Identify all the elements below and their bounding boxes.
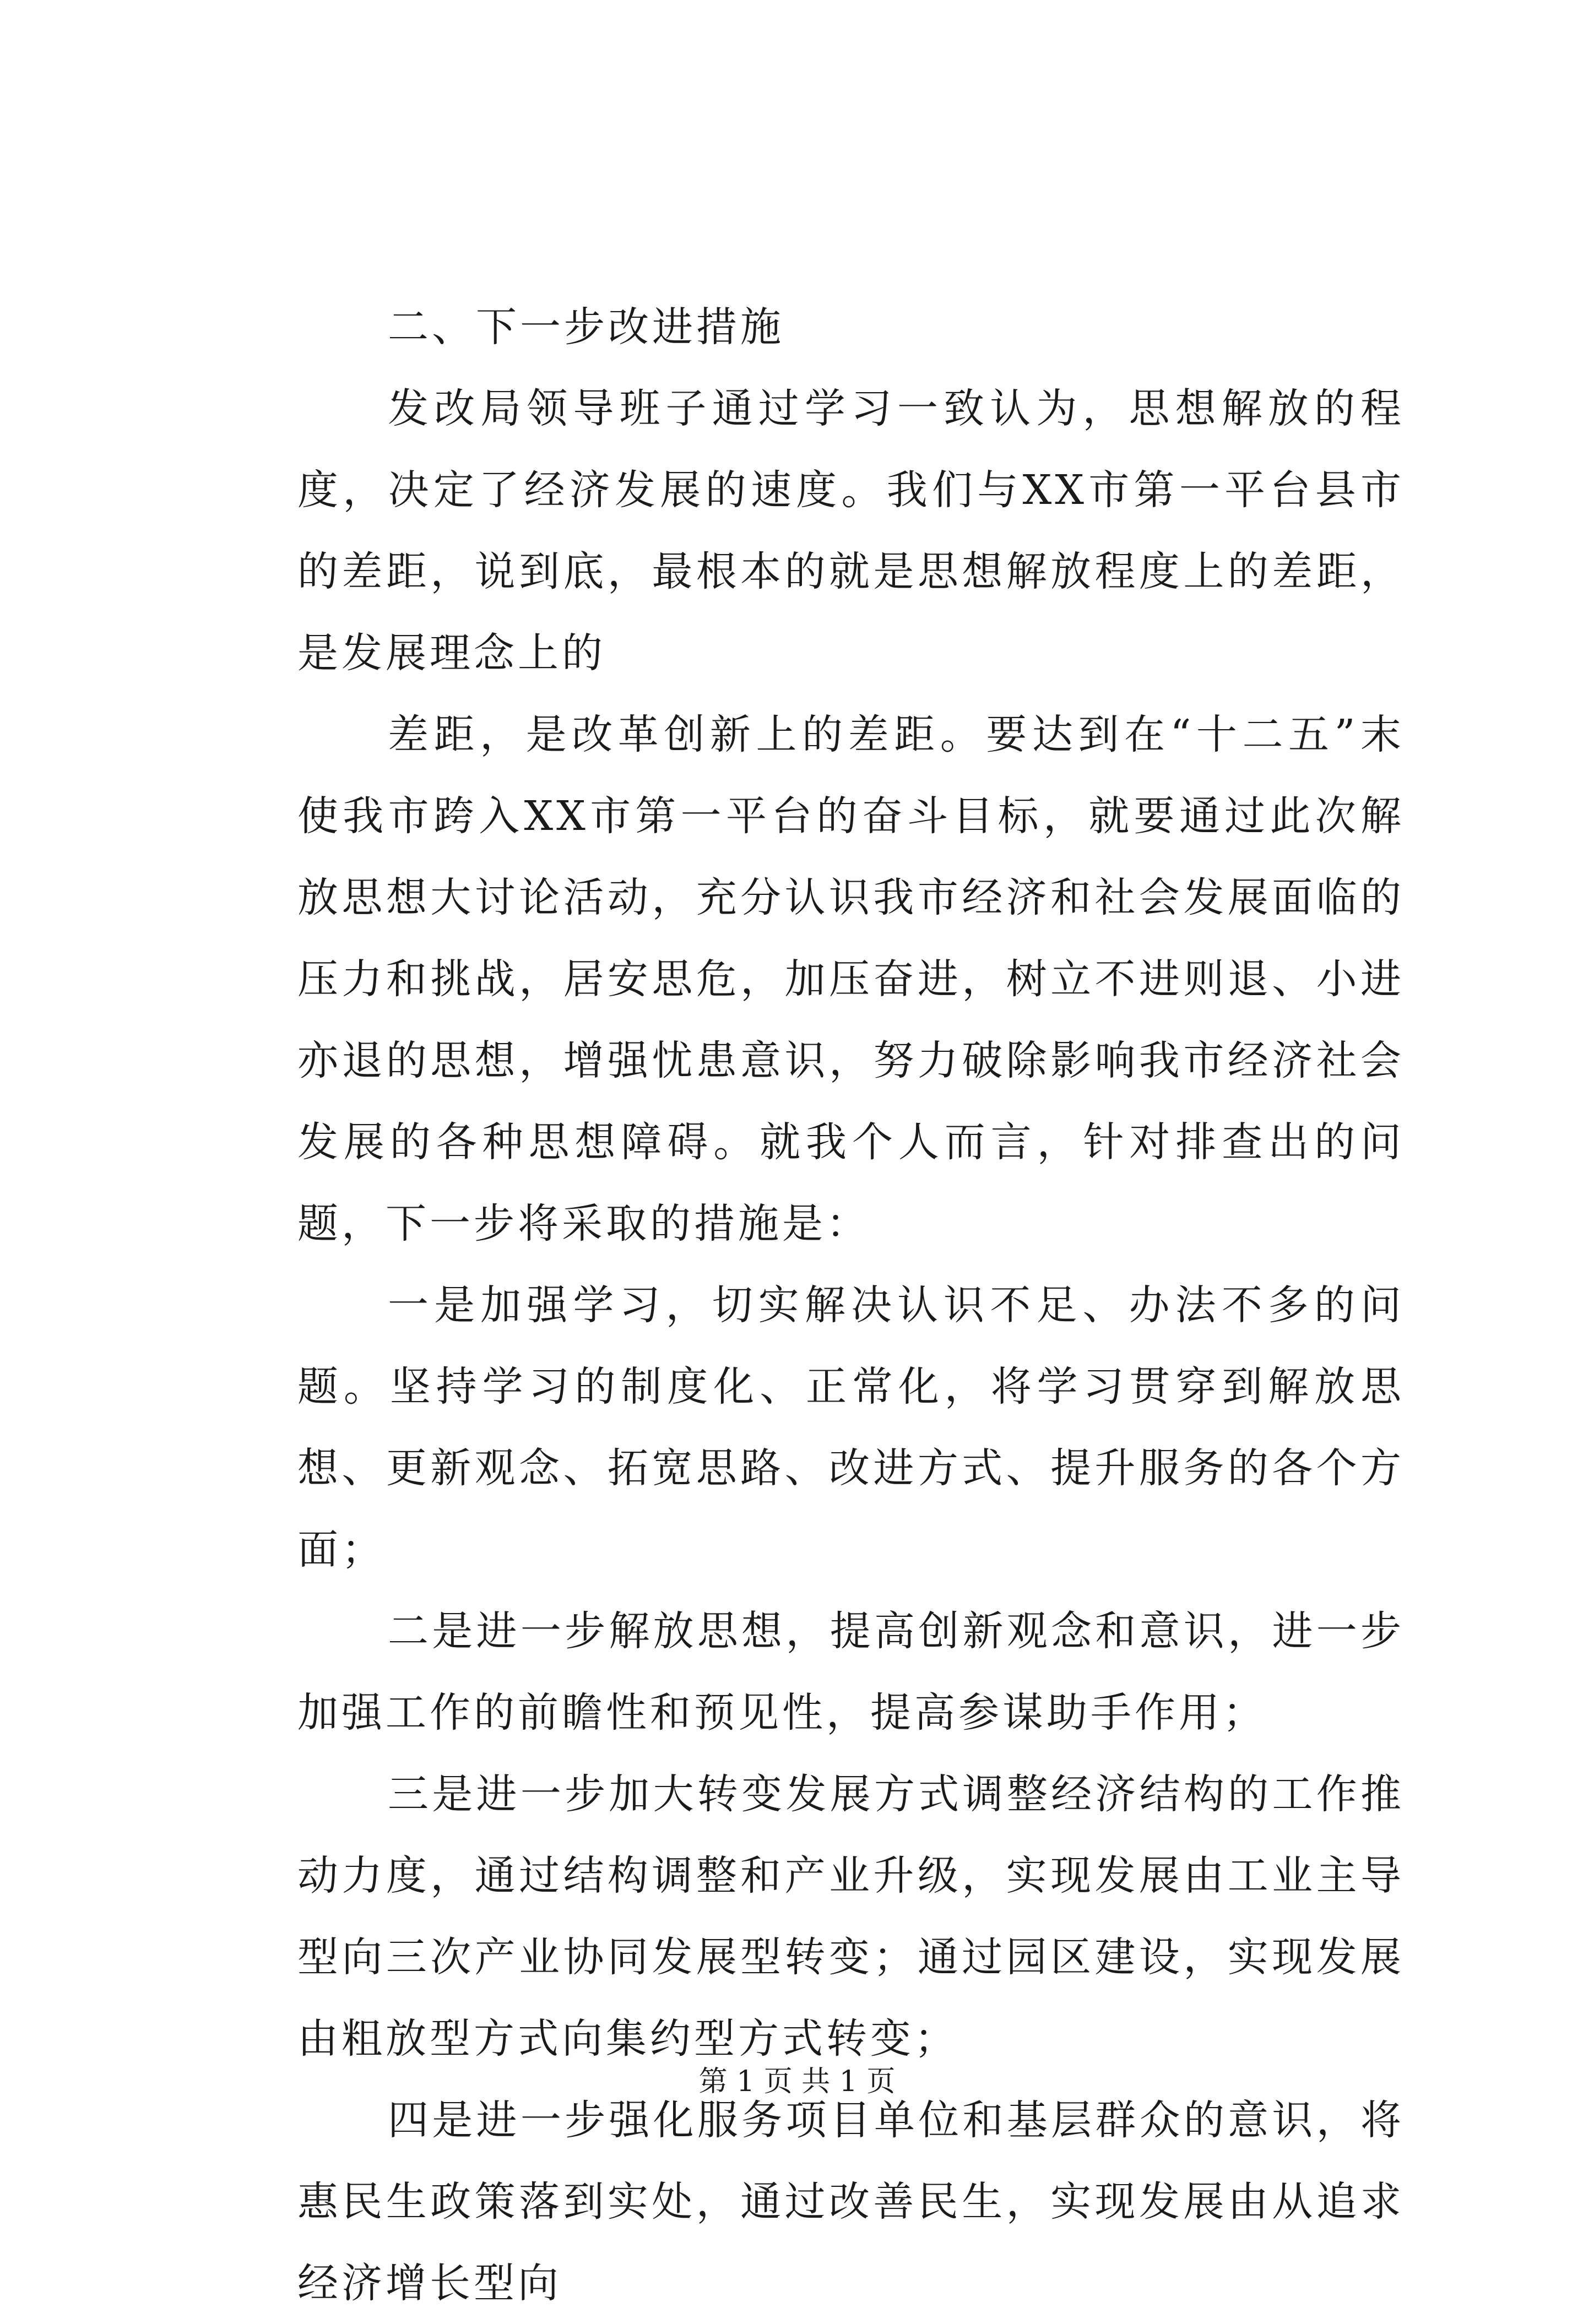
- paragraph: 发改局领导班子通过学习一致认为，思想解放的程度，决定了经济发展的速度。我们与XX市第一平台县市的差距，说到底，最根本的就是思想解放程度上的差距，是发展理念上的: [297, 385, 1405, 677]
- paragraph: 差距，是改革创新上的差距。要达到在“十二五”末使我市跨入XX市第一平台的奋斗目标，就要通过此次解放思想大讨论活动，充分认识我市经济和社会发展面临的压力和挑战，居安思危，加压奋进，树立不进则退、小进亦退的思想，增强忧患意识，努力破除影响我市经济社会发展的各种思想障碍。就我个人而言，针对排查出的问题，下一步将采取的措施是：: [297, 711, 1405, 1247]
- paragraph: 三是进一步加大转变发展方式调整经济结构的工作推动力度，通过结构调整和产业升级，实现发展由工业主导型向三次产业协同发展型转变；通过园区建设，实现发展由粗放型方式向集约型方式转变；: [297, 1771, 1405, 2062]
- document-body: [297, 286, 1405, 2324]
- paragraph: 二是进一步解放思想，提高创新观念和意识，进一步加强工作的前瞻性和预见性，提高参谋助手作用；: [297, 1608, 1405, 1736]
- paragraph: 四是进一步强化服务项目单位和基层群众的意识，将惠民生政策落到实处，通过改善民生，实现发展由从追求经济增长型向: [297, 2097, 1405, 2307]
- section-heading: 二、下一步改进措施: [388, 303, 784, 351]
- page-footer: 第 1 页 共 1 页: [698, 2065, 896, 2098]
- paragraph: 一是加强学习，切实解决认识不足、办法不多的问题。坚持学习的制度化、正常化，将学习贯穿到解放思想、更新观念、拓宽思路、改进方式、提升服务的各个方面；: [297, 1282, 1405, 1573]
